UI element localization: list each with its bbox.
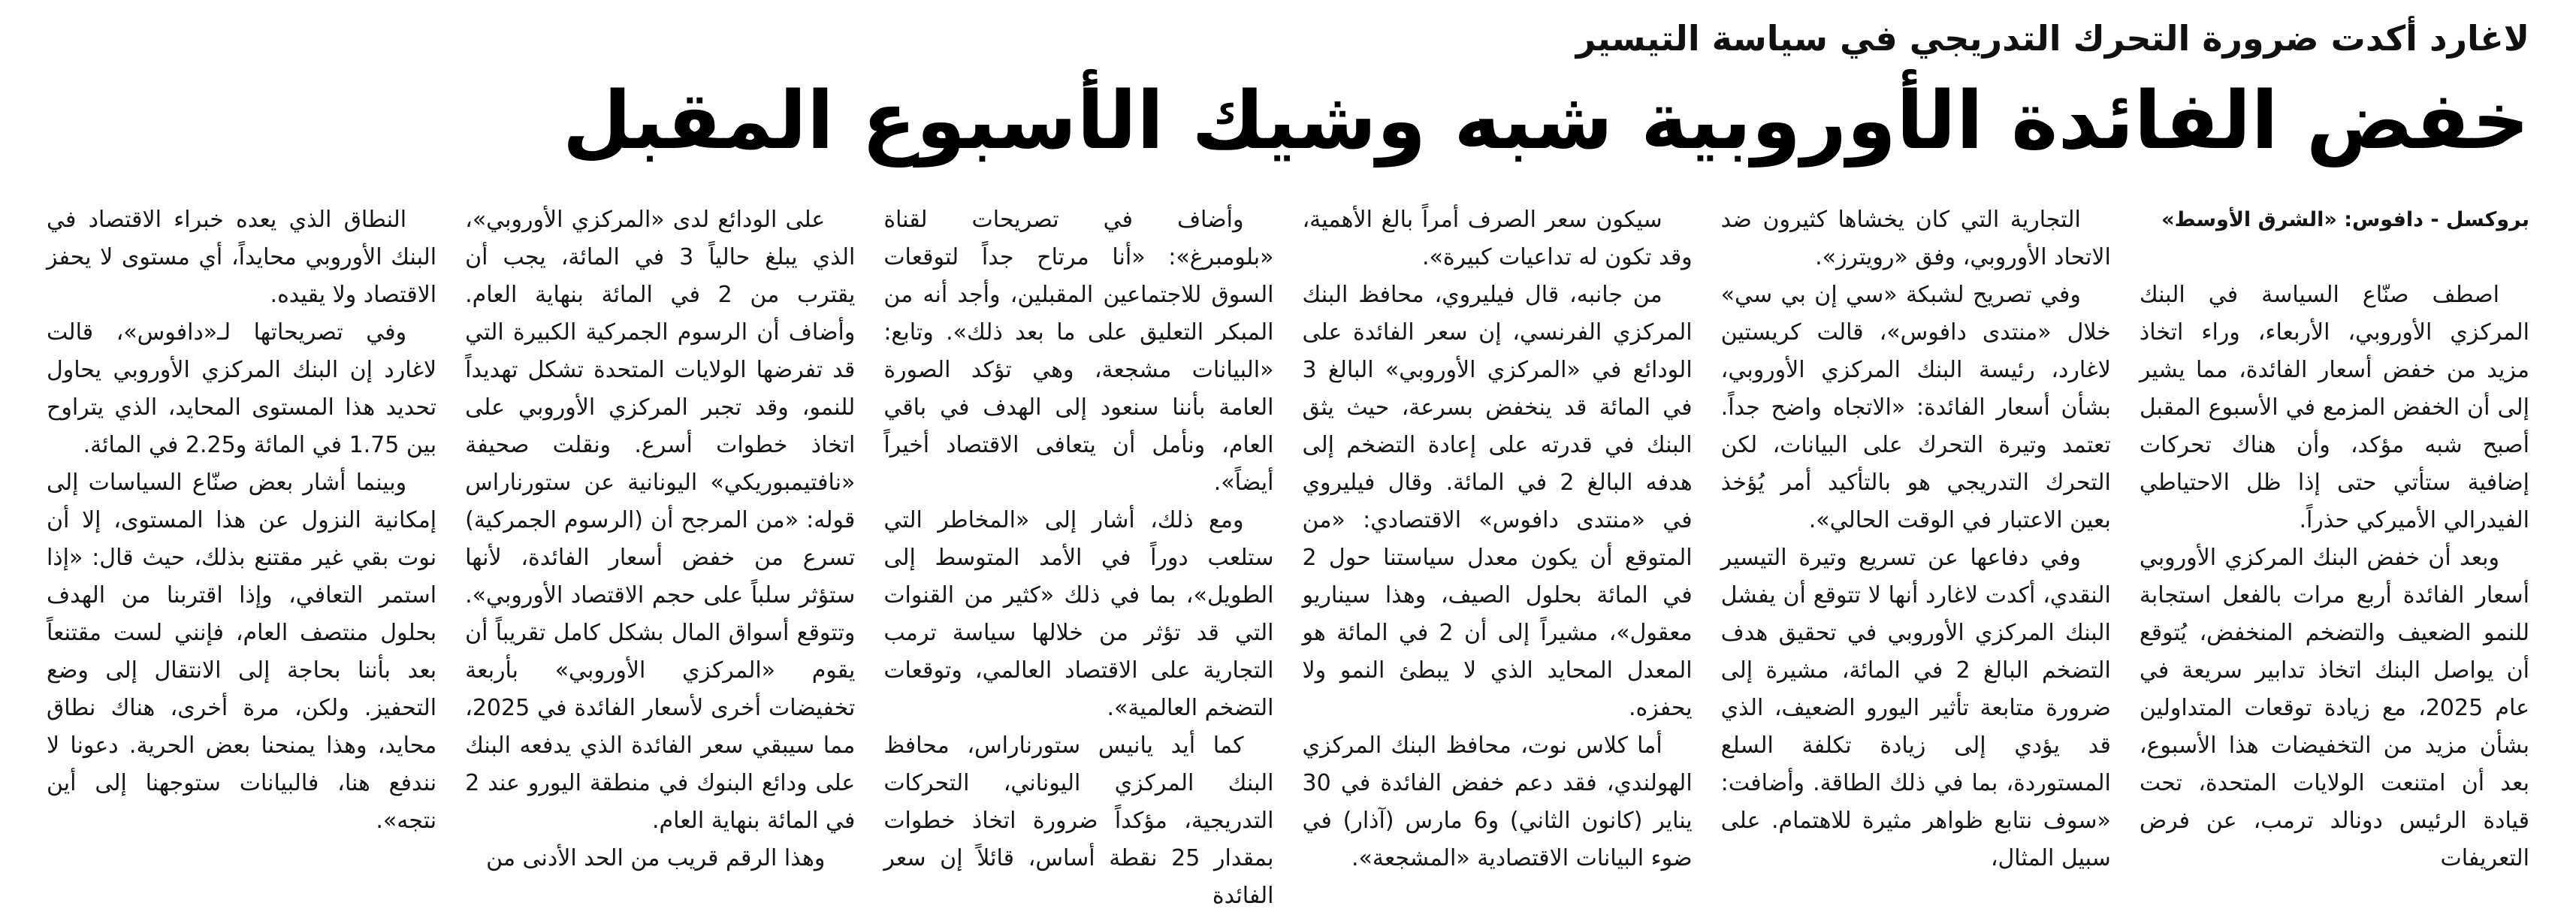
column-2 xyxy=(1720,201,2111,871)
paragraph: وبعد أن خفض البنك المركزي الأوروبي أسعار الفائدة أربع مرات بالفعل استجابة للنمو الضعيف والتضخم المنخفض، يُتوقع أن يواصل البنك اتخاذ تدابير سريعة في عام 2025، مع زيادة توقعات المتداولين بشأن مزيد من التخفيضات هذا الأسبوع، بعد أن امتنعت الولايات المتحدة، تحت قيادة الرئيس دونالد ترمب، عن فرض التعريفات xyxy=(2139,545,2529,871)
paragraph: وأضاف في تصريحات لقناة «بلومبرغ»: «أنا مرتاح جداً لتوقعات السوق للاجتماعين المقبلين، وأجد أنه من المبكر التعليق على ما بعد ذلك». وتابع: «البيانات مشجعة، وهي تؤكد الصورة العامة بأننا سنعود إلى الهدف في باقي العام، ونأمل أن يتعافى الاقتصاد أخيراً أيضاً». xyxy=(883,207,1274,496)
paragraph: من جانبه، قال فيليروي، محافظ البنك المركزي الفرنسي، إن سعر الفائدة على الودائع في «المركزي الأوروبي» البالغ 3 في المائة قد ينخفض بسرعة، حيث يثق البنك في قدرته على إعادة التضخم إلى هدفه البالغ 2 في المائة. وقال فيليروي في «منتدى دافوس» الاقتصادي: «من المتوقع أن يكون معدل سياستنا حول 2 في المائة بحلول الصيف، وهذا سيناريو معقول»، مشيراً إلى أن 2 في المائة هو المعدل المحايد الذي لا يبطئ النمو ولا يحفزه. xyxy=(1302,282,1693,721)
paragraph: النطاق الذي يعده خبراء الاقتصاد في البنك الأوروبي محايداً، أي مستوى لا يحفز الاقتصاد ولا يقيده. xyxy=(46,207,437,308)
column-1 xyxy=(2139,201,2529,871)
article-body xyxy=(46,201,2529,909)
paragraph: ومع ذلك، أشار إلى «المخاطر التي ستلعب دوراً في الأمد المتوسط إلى الطويل»، بما في ذلك «كثير من القنوات التي قد تؤثر من خلالها سياسة ترمب التجارية على الاقتصاد العالمي، وتوقعات التضخم العالمية». xyxy=(883,507,1274,721)
paragraph: على الودائع لدى «المركزي الأوروبي»، الذي يبلغ حالياً 3 في المائة، يجب أن يقترب من 2 في المائة بنهاية العام. وأضاف أن الرسوم الجمركية الكبيرة التي قد تفرضها الولايات المتحدة تشكل تهديداً للنمو، وقد تجبر المركزي الأوروبي على اتخاذ خطوات أسرع. ونقلت صحيفة «نافتيمبوريكي» اليونانية عن ستورناراس قوله: «من المرجح أن (الرسوم الجمركية) تسرع من خفض أسعار الفائدة، لأنها ستؤثر سلباً على حجم الاقتصاد الأوروبي». وتتوقع أسواق المال بشكل كامل تقريباً أن يقوم «المركزي الأوروبي» بأربعة تخفيضات أخرى لأسعار الفائدة في 2025، مما سيبقي سعر الفائدة الذي يدفعه البنك على ودائع البنوك في منطقة اليورو عند 2 في المائة بنهاية العام. xyxy=(465,207,856,834)
paragraph: وفي تصريحاتها لـ«دافوس»، قالت لاغارد إن البنك المركزي الأوروبي يحاول تحديد هذا المستوى المحايد، الذي يتراوح بين 1.75 في المائة و2.25 في المائة. xyxy=(46,319,437,458)
paragraph: وهذا الرقم قريب من الحد الأدنى من xyxy=(486,845,826,871)
column-5 xyxy=(465,201,856,871)
paragraph: وفي تصريح لشبكة «سي إن بي سي» خلال «منتدى دافوس»، قالت كريستين لاغارد، رئيسة البنك المركزي الأوروبي، بشأن أسعار الفائدة: «الاتجاه واضح جداً. تعتمد وتيرة التحرك على البيانات، لكن التحرك التدريجي هو بالتأكيد أمر يُؤخذ بعين الاعتبار في الوقت الحالي». xyxy=(1720,282,2111,533)
column-3 xyxy=(1302,201,1693,871)
paragraph: اصطف صنّاع السياسة في البنك المركزي الأوروبي، الأربعاء، وراء اتخاذ مزيد من خفض أسعار الفائدة، مما يشير إلى أن الخفض المزمع في الأسبوع المقبل أصبح شبه مؤكد، وأن هناك تحركات إضافية ستأتي حتى إذا ظل الاحتياطي الفيدرالي الأميركي حذراً. xyxy=(2139,282,2529,533)
kicker: لاغارد أكدت ضرورة التحرك التدريجي في سياسة التيسير xyxy=(1575,18,2529,59)
paragraph: وبينما أشار بعض صنّاع السياسات إلى إمكانية النزول عن هذا المستوى، إلا أن نوت بقي غير مقتنع بذلك، حيث قال: «إذا استمر التعافي، وإذا اقتربنا من الهدف بحلول منتصف العام، فإنني لست مقتنعاً بعد بأننا بحاجة إلى الانتقال إلى وضع التحفيز. ولكن، مرة أخرى، هناك نطاق محايد، وهذا يمنحنا بعض الحرية. دعونا لا نندفع هنا، فالبيانات ستوجهنا إلى أين نتجه». xyxy=(46,470,437,834)
paragraph: سيكون سعر الصرف أمراً بالغ الأهمية، وقد تكون له تداعيات كبيرة». xyxy=(1302,207,1693,270)
paragraph: كما أيد يانيس ستورناراس، محافظ البنك المركزي اليوناني، التحركات التدريجية، مؤكداً ضرورة اتخاذ خطوات بمقدار 25 نقطة أساس، قائلاً إن سعر الفائدة xyxy=(883,732,1274,909)
column-6 xyxy=(47,201,436,850)
headline: خفض الفائدة الأوروبية شبه وشيك الأسبوع المقبل xyxy=(562,74,2529,167)
paragraph: التجارية التي كان يخشاها كثيرون ضد الاتحاد الأوروبي، وفق «رويترز». xyxy=(1720,207,2111,270)
column-4 xyxy=(883,201,1274,909)
paragraph: وفي دفاعها عن تسريع وتيرة التيسير النقدي، أكدت لاغارد أنها لا تتوقع أن يفشل البنك المركزي الأوروبي في تحقيق هدف التضخم البالغ 2 في المائة، مشيرة إلى ضرورة متابعة تأثير اليورو الضعيف، الذي قد يؤدي إلى زيادة تكلفة السلع المستوردة، بما في ذلك الطاقة. وأضافت: «سوف نتابع ظواهر مثيرة للاهتمام. على سبيل المثال، xyxy=(1720,545,2111,871)
paragraph: أما كلاس نوت، محافظ البنك المركزي الهولندي، فقد دعم خفض الفائدة في 30 يناير (كانون الثاني) و6 مارس (آذار) في ضوء البيانات الاقتصادية «المشجعة». xyxy=(1302,732,1693,871)
byline: بروكسل - دافوس: «الشرق الأوسط» xyxy=(2161,208,2529,231)
